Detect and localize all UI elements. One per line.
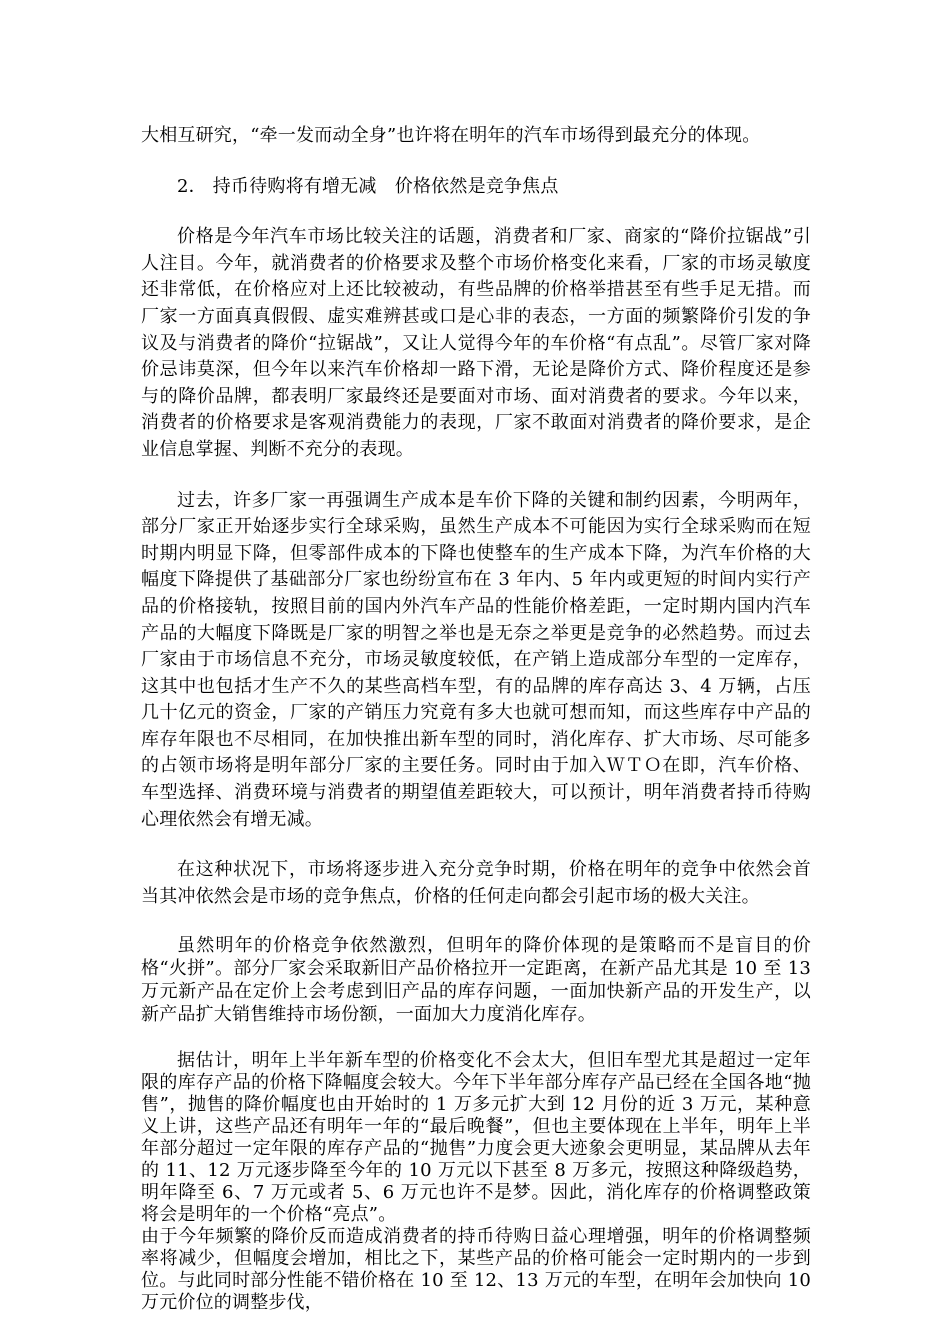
continuation-line: 大相互研究，“牵一发而动全身”也许将在明年的汽车市场得到最充分的体现。	[141, 125, 761, 146]
paragraph-production-cost: 过去，许多厂家一再强调生产成本是车价下降的关键和制约因素，今明两年，部分厂家正开始逐步实行全球采购，虽然生产成本不可能因为实行全球采购而在短时期内明显下降，但零部件成本的下降也使整车的生产成本下降，为汽车价格的大幅度下降提供了基础部分厂家也纷纷宣布在 3 年内、5 年内或更短的时间内实行产品的价格接轨，按照目前的国内外汽车产品的性能价格差距，一定时期内国内汽车产品的大幅度下降既是厂家的明智之举也是无奈之举更是竞争的必然趋势。而过去厂家由于市场信息不充分，市场灵敏度较低，在产销上造成部分车型的一定库存，这其中也包括才生产不久的某些高档车型，有的品牌的库存高达 3、4 万辆，占压几十亿元的资金，厂家的产销压力究竟有多大也就可想而知，而这些库存中产品的库存年限也不尽相同，在加快推出新车型的同时，消化库存、扩大市场、尽可能多的占领市场将是明年部分厂家的主要任务。同时由于加入ＷＴＯ在即，汽车价格、车型选择、消费环境与消费者的期望值差距较大，可以预计，明年消费者持币待购心理依然会有增无减。	[141, 489, 811, 830]
paragraph-competition-period: 在这种状况下，市场将逐步进入充分竞争时期，价格在明年的竞争中依然会首当其冲依然会是市场的竞争焦点，价格的任何走向都会引起市场的极大关注。	[141, 859, 811, 907]
paragraph-price-topic: 价格是今年汽车市场比较关注的话题，消费者和厂家、商家的“降价拉锯战”引人注目。今年，就消费者的价格要求及整个市场价格变化来看，厂家的市场灵敏度还非常低，在价格应对上还比较被动，有些品牌的价格举措甚至有些手足无措。而厂家一方面真真假假、虚实难辨甚或口是心非的表态，一方面的频繁降价引发的争议及与消费者的降价“拉锯战”，又让人觉得今年的车价格“有点乱”。尽管厂家对降价忌讳莫深，但今年以来汽车价格却一路下滑，无论是降价方式、降价程度还是参与的降价品牌，都表明厂家最终还是要面对市场、面对消费者的要求。今年以来，消费者的价格要求是客观消费能力的表现，厂家不敢面对消费者的降价要求，是企业信息掌握、判断不充分的表现。	[141, 226, 811, 460]
paragraph-price-strategy: 虽然明年的价格竞争依然激烈，但明年的降价体现的是策略而不是盲目的价格“火拼”。部分厂家会采取新旧产品价格拉开一定距离，在新产品尤其是 10 至 13 万元新产品在定价上会考虑到旧产品的库存问题，一面加快新产品的开发生产，以新产品扩大销售维持市场份额，一面加大力度消化库存。	[141, 935, 811, 1026]
paragraph-inventory-selloff: 据估计，明年上半年新车型的价格变化不会太大，但旧车型尤其是超过一定年限的库存产品的价格下降幅度会较大。今年下半年部分库存产品已经在全国各地“抛售”，抛售的降价幅度也由开始时的 1 万多元扩大到 12 月份的近 3 万元，某种意义上讲，这些产品还有明年一年的“最后晚餐”，但也主要体现在上半年，明年上半年部分超过一定年限的库存产品的“抛售”力度会更大迹象会更明显，某品牌从去年的 11、12 万元逐步降至今年的 10 万元以下甚至 8 万多元，按照这种降级趋势，明年降至 6、7 万元或者 5、6 万元也许不是梦。因此，消化库存的价格调整政策将会是明年的一个价格“亮点”。	[141, 1050, 811, 1226]
paragraph-price-adjustment: 由于今年频繁的降价反而造成消费者的持币待购日益心理增强，明年的价格调整频率将减少，但幅度会增加，相比之下，某些产品的价格可能会一定时期内的一步到位。与此同时部分性能不错价格在 10 至 12、13 万元的车型，在明年会加快向 10 万元价位的调整步伐，	[141, 1226, 811, 1314]
text-column	[141, 123, 811, 1314]
section-heading: 2． 持币待购将有增无减 价格依然是竞争焦点	[177, 175, 559, 197]
